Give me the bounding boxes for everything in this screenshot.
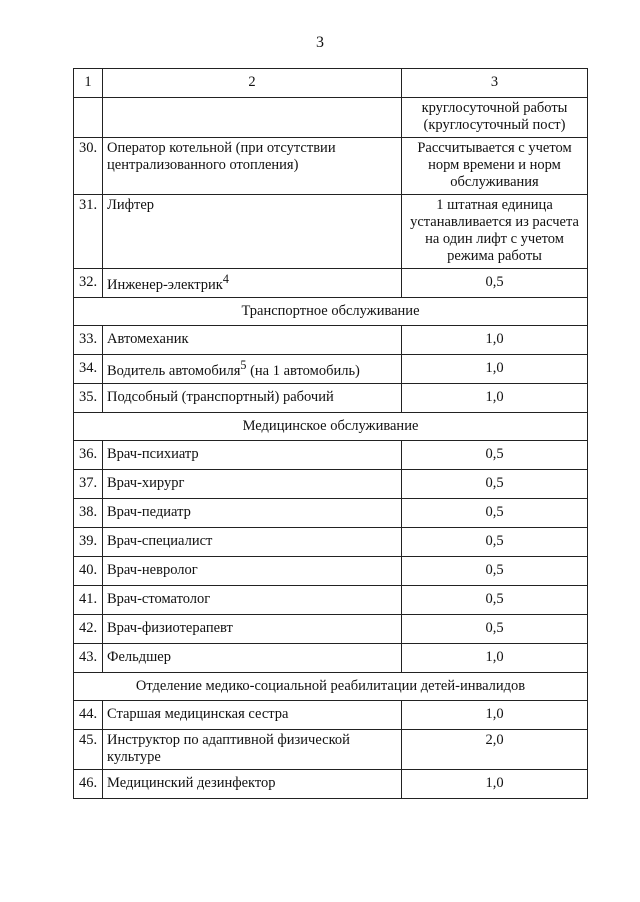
section-heading-row <box>74 413 588 441</box>
row-value: 1,0 <box>402 326 588 355</box>
table-row <box>74 470 588 499</box>
header-col-1: 1 <box>74 69 103 98</box>
row-position: Врач-психиатр <box>103 441 402 470</box>
table-row <box>74 441 588 470</box>
row-value: 1,0 <box>402 701 588 730</box>
section-heading-row <box>74 673 588 701</box>
table-row <box>74 355 588 384</box>
table-row <box>74 615 588 644</box>
row-value: 1,0 <box>402 644 588 673</box>
table-row <box>74 528 588 557</box>
row-position: Старшая медицинская сестра <box>103 701 402 730</box>
row-value: 1,0 <box>402 384 588 413</box>
header-col-2: 2 <box>103 69 402 98</box>
row-number: 30. <box>74 138 103 195</box>
row-number: 41. <box>74 586 103 615</box>
row-number: 33. <box>74 326 103 355</box>
table-row <box>74 269 588 298</box>
table-row <box>74 138 588 195</box>
section-heading-row <box>74 298 588 326</box>
footnote-marker: 5 <box>240 358 247 373</box>
row-position: Врач-невролог <box>103 557 402 586</box>
row-number: 32. <box>74 269 103 298</box>
row-value: 0,5 <box>402 499 588 528</box>
table-row <box>74 326 588 355</box>
row-position: Врач-хирург <box>103 470 402 499</box>
table-row <box>74 701 588 730</box>
table-row <box>74 644 588 673</box>
row-value: 0,5 <box>402 441 588 470</box>
row-value: 0,5 <box>402 470 588 499</box>
row-value: 0,5 <box>402 615 588 644</box>
section-heading: Транспортное обслуживание <box>74 298 588 326</box>
position-name-suffix: (на 1 автомобиль) <box>246 362 360 379</box>
page-number: 3 <box>316 34 324 51</box>
table-row <box>74 384 588 413</box>
row-number: 43. <box>74 644 103 673</box>
row-position <box>103 269 402 298</box>
row-number: 40. <box>74 557 103 586</box>
row-position: Подсобный (транспортный) рабочий <box>103 384 402 413</box>
table-header-row <box>74 69 588 98</box>
row-value: круглосуточной работы (круглосуточный пост) <box>402 98 588 138</box>
staffing-table <box>73 68 588 799</box>
row-number: 45. <box>74 730 103 770</box>
row-position: Врач-педиатр <box>103 499 402 528</box>
footnote-marker: 4 <box>222 272 229 287</box>
table-row <box>74 770 588 799</box>
row-value: Рассчитывается с учетом норм времени и норм обслуживания <box>402 138 588 195</box>
row-number: 39. <box>74 528 103 557</box>
table-row <box>74 98 588 138</box>
position-name: Инженер-электрик <box>107 276 223 293</box>
row-position: Фельдшер <box>103 644 402 673</box>
row-value: 1,0 <box>402 770 588 799</box>
row-value: 0,5 <box>402 557 588 586</box>
row-value: 0,5 <box>402 586 588 615</box>
row-number <box>74 98 103 138</box>
section-heading: Медицинское обслуживание <box>74 413 588 441</box>
row-position: Врач-стоматолог <box>103 586 402 615</box>
row-position: Оператор котельной (при отсутствии централизованного отопления) <box>103 138 402 195</box>
position-name: Водитель автомобиля <box>107 362 241 379</box>
header-col-3: 3 <box>402 69 588 98</box>
row-number: 46. <box>74 770 103 799</box>
table-row <box>74 557 588 586</box>
row-value: 0,5 <box>402 269 588 298</box>
row-position: Лифтер <box>103 195 402 269</box>
row-position <box>103 355 402 384</box>
row-number: 44. <box>74 701 103 730</box>
section-heading: Отделение медико-социальной реабилитации детей-инвалидов <box>74 673 588 701</box>
row-position: Врач-физиотерапевт <box>103 615 402 644</box>
row-position: Врач-специалист <box>103 528 402 557</box>
row-position: Медицинский дезинфектор <box>103 770 402 799</box>
row-position: Инструктор по адаптивной физической культуре <box>103 730 402 770</box>
row-number: 37. <box>74 470 103 499</box>
row-number: 35. <box>74 384 103 413</box>
table-row <box>74 499 588 528</box>
row-value: 1 штатная единица устанавливается из расчета на один лифт с учетом режима работы <box>402 195 588 269</box>
row-number: 42. <box>74 615 103 644</box>
row-value: 1,0 <box>402 355 588 384</box>
table-row <box>74 195 588 269</box>
row-number: 34. <box>74 355 103 384</box>
row-value: 0,5 <box>402 528 588 557</box>
row-number: 31. <box>74 195 103 269</box>
row-position <box>103 98 402 138</box>
row-number: 38. <box>74 499 103 528</box>
row-position: Автомеханик <box>103 326 402 355</box>
table-row <box>74 730 588 770</box>
row-number: 36. <box>74 441 103 470</box>
table-row <box>74 586 588 615</box>
row-value: 2,0 <box>402 730 588 770</box>
